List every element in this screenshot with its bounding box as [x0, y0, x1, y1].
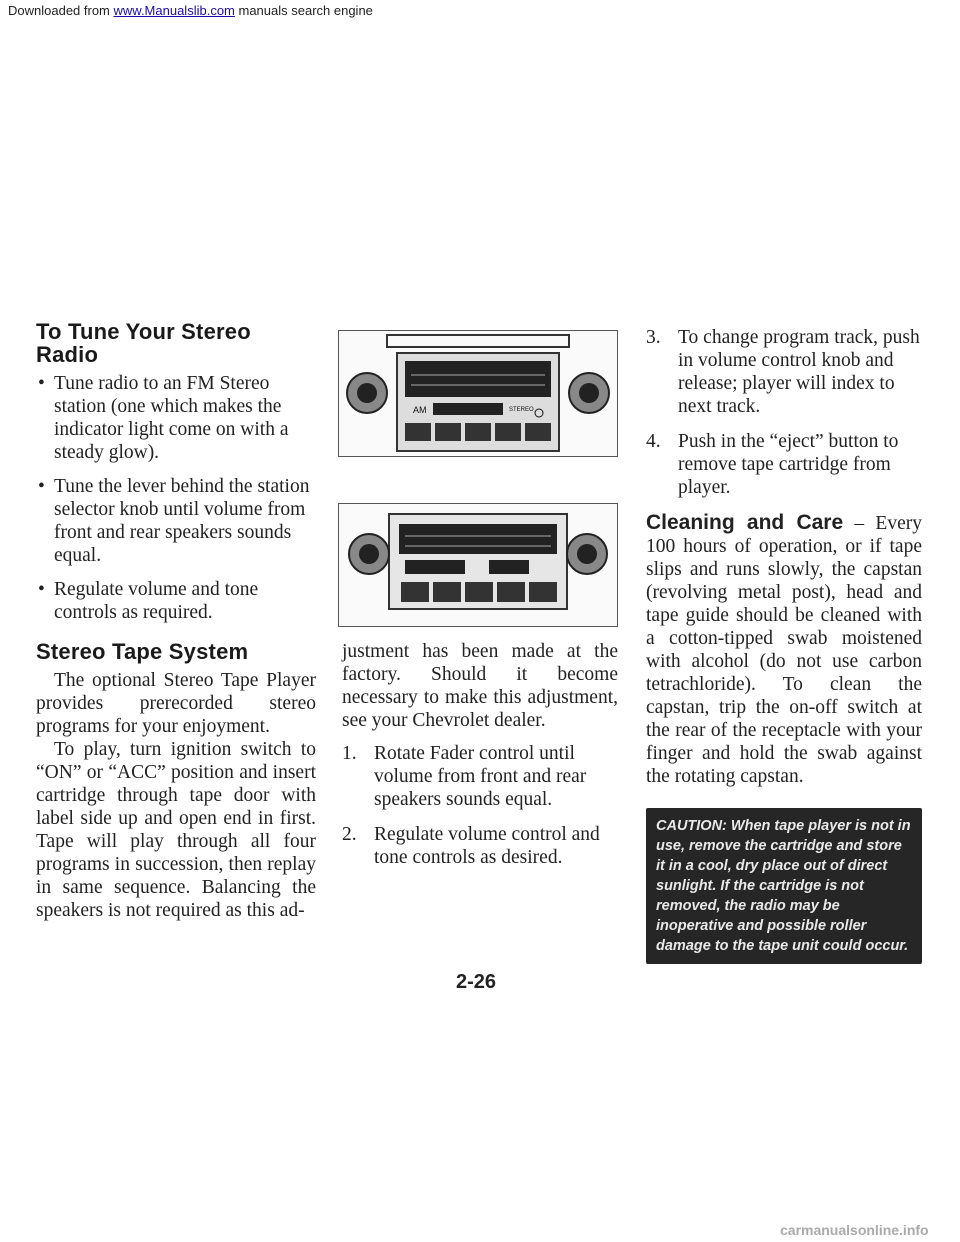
preset-button: [495, 423, 521, 441]
manualslib-link[interactable]: www.Manualslib.com: [113, 3, 235, 18]
tape-player-drawing: [339, 504, 617, 626]
page-number: 2-26: [456, 971, 497, 993]
tape-play-paragraph: To play, turn ignition switch to “ON” or “ACC” position and insert cartridge through tape door with label side up and open end in first. Tape will play through all four programs in succession, then replay in same sequence. Balancing the speakers is not required as this ad-: [36, 739, 316, 921]
middle-column: [342, 640, 618, 881]
cleaning-paragraph: [646, 511, 922, 788]
list-item: [646, 430, 922, 499]
list-item: [342, 823, 618, 869]
preset-button: [465, 582, 493, 602]
tune-radio-list: [36, 372, 316, 624]
tape-steps-list: [646, 326, 922, 499]
footer-watermark: carmanualsonline.info: [780, 1222, 929, 1238]
preset-button: [435, 423, 461, 441]
left-column: [36, 320, 316, 922]
list-item: • Regulate volume and tone controls as required.: [36, 578, 316, 624]
am-label: AM: [413, 405, 427, 415]
step-text: Rotate Fader control until volume from front and rear speakers sounds equal.: [374, 743, 587, 810]
adjustment-continuation: justment has been made at the factory. Should it become necessary to make this adjustment, see your Chevrolet dealer.: [342, 641, 618, 731]
heading-stereo-tape-system: Stereo Tape System: [36, 639, 249, 664]
list-item: [646, 326, 922, 418]
header-suffix: manuals search engine: [234, 3, 373, 18]
step-text: To change program track, push in volume control knob and release; player will index to next track.: [678, 327, 920, 417]
tape-player-illustration: [338, 503, 618, 627]
cleaning-heading: Cleaning and Care: [646, 511, 844, 534]
right-column: [646, 326, 922, 964]
step-number: 2.: [342, 824, 357, 845]
preset-button: [529, 582, 557, 602]
heading-tune-stereo-radio: To Tune Your Stereo Radio: [36, 319, 251, 367]
preset-button: [433, 582, 461, 602]
preset-button: [405, 423, 431, 441]
fader-steps-list: [342, 742, 618, 869]
step-text: Push in the “eject” button to remove tape cartridge from player.: [678, 431, 899, 498]
download-header: [8, 3, 373, 18]
stereo-radio-illustration: [338, 330, 618, 457]
header-prefix: Downloaded from: [8, 3, 114, 18]
preset-button: [465, 423, 491, 441]
preset-button: [525, 423, 551, 441]
preset-button: [401, 582, 429, 602]
cleaning-text: – Every 100 hours of operation, or if tape slips and runs slowly, the capstan (revolving metal post), head and tape guide should be cleaned with a cotton-tipped swab moistened with alcohol (do not use carbon tetrachloride). To clean the capstan, trip the on-off switch at the rear of the receptacle with your finger and hold the swab against the rotating capstan.: [646, 513, 922, 787]
step-number: 1.: [342, 743, 357, 764]
list-item: • Tune the lever behind the station selector knob until volume from front and rear speakers sounds equal.: [36, 475, 316, 567]
preset-button: [497, 582, 525, 602]
list-item: [342, 742, 618, 811]
step-text: Regulate volume control and tone controls as desired.: [374, 824, 600, 868]
step-number: 4.: [646, 431, 661, 452]
step-number: 3.: [646, 327, 661, 348]
caution-box: CAUTION: When tape player is not in use, remove the cartridge and store it in a cool, dry place out of direct sunlight. If the cartridge is not removed, the radio may be inoperative and possible roller damage to the tape unit could occur.: [646, 808, 922, 964]
tape-intro-paragraph: The optional Stereo Tape Player provides prerecorded stereo programs for your enjoyment.: [36, 670, 316, 737]
list-item: • Tune radio to an FM Stereo station (one which makes the indicator light come on with a steady glow).: [36, 372, 316, 464]
radio-face-drawing: [339, 331, 617, 456]
stereo-label: STEREO: [509, 407, 534, 413]
